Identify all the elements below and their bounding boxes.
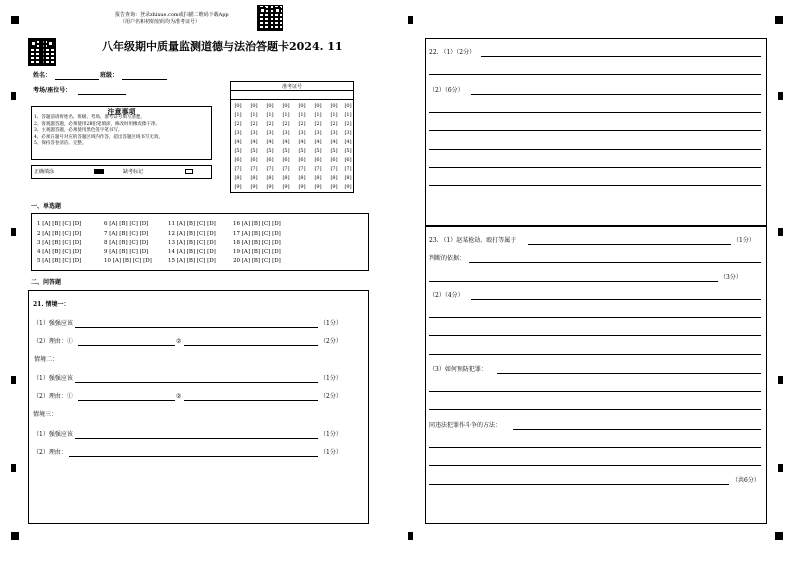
exam-id-bubble[interactable]: [3] (344, 130, 352, 136)
exam-id-bubble[interactable]: [0] (266, 103, 274, 109)
q22-part2-line[interactable] (471, 94, 761, 95)
q23-part4-line[interactable] (513, 429, 761, 430)
exam-id-bubble[interactable]: [3] (234, 130, 242, 136)
scene2-q1-label: （1）强强应该 (33, 375, 73, 382)
note-line: 4、必须在题号对应的答题区域内作答，超出答题区域书写无效。 (34, 134, 163, 140)
exam-id-bubble[interactable]: [4] (282, 139, 290, 145)
q22-part1-line[interactable] (481, 56, 761, 57)
q22-part2-line[interactable] (429, 149, 761, 150)
exam-id-bubble[interactable]: [7] (250, 166, 258, 172)
mcq-item[interactable]: 12 [A] [B] [C] [D] (168, 231, 216, 237)
exam-id-title: 准考证号 (281, 84, 302, 90)
exam-id-bubble[interactable]: [5] (330, 148, 338, 154)
exam-id-bubble[interactable]: [6] (266, 157, 274, 163)
exam-id-bubble[interactable]: [8] (282, 175, 290, 181)
exam-id-bubble[interactable]: [7] (266, 166, 274, 172)
exam-id-bubble[interactable]: [0] (234, 103, 242, 109)
exam-id-bubble[interactable]: [8] (330, 175, 338, 181)
mcq-item[interactable]: 10 [A] [B] [C] [D] (104, 258, 152, 264)
absent-mark-checkbox[interactable] (185, 169, 193, 174)
section2-title: 二、问答题 (31, 279, 62, 286)
exam-id-bubble[interactable]: [0] (344, 103, 352, 109)
exam-id-bubble[interactable]: [7] (314, 166, 322, 172)
exam-id-bubble[interactable]: [4] (266, 139, 274, 145)
exam-id-bubble[interactable]: [0] (282, 103, 290, 109)
exam-id-bubble[interactable]: [2] (266, 121, 274, 127)
timing-mark (408, 532, 413, 540)
corner-mark-bl (11, 532, 19, 540)
student-qr-code-icon (28, 38, 56, 66)
exam-id-bubble[interactable]: [9] (282, 184, 290, 190)
exam-id-bubble[interactable]: [9] (266, 184, 274, 190)
timing-mark (778, 92, 783, 100)
exam-id-write-row[interactable] (230, 99, 354, 100)
scene1-q2-label: （2）理由：① (33, 338, 73, 345)
q23-part3-line[interactable] (429, 391, 761, 392)
app-qr-code-icon (257, 5, 283, 31)
q23-part2-line[interactable] (429, 317, 761, 318)
exam-id-bubble[interactable]: [7] (298, 166, 306, 172)
timing-mark (778, 464, 783, 472)
q23-part2-line[interactable] (429, 335, 761, 336)
scene1-q1-score: （1分） (320, 320, 342, 327)
q22-box (425, 38, 767, 226)
mcq-item[interactable]: 4 [A] [B] [C] [D] (37, 249, 82, 255)
exam-id-bubble[interactable]: [1] (250, 112, 258, 118)
exam-id-bubble[interactable]: [4] (344, 139, 352, 145)
exam-id-bubble[interactable]: [1] (282, 112, 290, 118)
exam-id-bubble[interactable]: [4] (234, 139, 242, 145)
q22-part2-line[interactable] (429, 130, 761, 131)
exam-id-bubble[interactable]: [6] (298, 157, 306, 163)
exam-id-bubble[interactable]: [4] (330, 139, 338, 145)
q23-part2-line[interactable] (471, 299, 761, 300)
exam-id-bubble[interactable]: [3] (314, 130, 322, 136)
q22-part2-line[interactable] (429, 167, 761, 168)
q23-basis-label: 判断的依据： (429, 255, 466, 262)
exam-id-column (248, 102, 260, 192)
scene1-q2-answer-line-1[interactable] (78, 345, 175, 346)
scene2-q2-score: （2分） (320, 393, 342, 400)
correct-fill-sample (94, 169, 104, 174)
q22-part2-label: （2）（6分） (429, 87, 464, 94)
note-line: 2、客观题答题，必须使用2B铅笔填涂，修改时用橡皮擦干净。 (34, 121, 161, 127)
exam-id-bubble[interactable]: [8] (344, 175, 352, 181)
notes-title: 注意事项 (107, 107, 136, 116)
q23-part2-line[interactable] (429, 354, 761, 355)
scene3-q2-label: （2）理由： (33, 449, 67, 456)
timing-mark (11, 376, 16, 384)
mcq-item[interactable]: 13 [A] [B] [C] [D] (168, 240, 216, 246)
q23-part4-label: 同违法犯罪作斗争的方法： (429, 422, 502, 429)
scene3-q2-answer-line[interactable] (69, 456, 318, 457)
exam-id-bubble[interactable]: [1] (234, 112, 242, 118)
timing-mark (408, 16, 413, 24)
exam-id-bubble[interactable]: [8] (314, 175, 322, 181)
exam-id-bubble[interactable]: [5] (234, 148, 242, 154)
section1-title: 一、单选题 (31, 203, 62, 210)
absent-mark-label: 缺考标记 (123, 169, 144, 175)
exam-id-column (264, 102, 276, 192)
exam-id-bubble[interactable]: [2] (282, 121, 290, 127)
scene2-q2-answer-line-1[interactable] (78, 400, 175, 401)
exam-id-bubble[interactable]: [2] (234, 121, 242, 127)
exam-id-bubble[interactable]: [9] (344, 184, 352, 190)
exam-id-bubble[interactable]: [1] (330, 112, 338, 118)
app-info-line2: （用户名和初始密码均为准考证号） (120, 19, 201, 25)
mcq-item[interactable]: 14 [A] [B] [C] [D] (168, 249, 216, 255)
exam-id-bubble[interactable]: [0] (250, 103, 258, 109)
app-info-line1: 报告查询：登录zhixue.com或扫描二维码下载App (115, 12, 229, 18)
exam-id-bubble[interactable]: [1] (344, 112, 352, 118)
mcq-item[interactable]: 2 [A] [B] [C] [D] (37, 231, 82, 237)
exam-id-bubble[interactable]: [9] (298, 184, 306, 190)
name-label: 姓名： (33, 72, 52, 79)
mcq-item[interactable]: 5 [A] [B] [C] [D] (37, 258, 82, 264)
exam-id-bubble[interactable]: [5] (344, 148, 352, 154)
exam-id-bubble[interactable]: [3] (282, 130, 290, 136)
exam-id-bubble[interactable]: [9] (330, 184, 338, 190)
timing-mark (778, 228, 783, 236)
exam-id-column (232, 102, 244, 192)
q23-part3-line[interactable] (429, 409, 761, 410)
timing-mark (11, 92, 16, 100)
q23-part4-line[interactable] (429, 447, 761, 448)
exam-id-bubble[interactable]: [8] (266, 175, 274, 181)
exam-id-bubble[interactable]: [6] (344, 157, 352, 163)
scene1-q2-answer-line-2[interactable] (184, 345, 318, 346)
scene2-label: 情境二： (34, 356, 59, 363)
q23-part3-label: （3）如何预防犯罪： (429, 366, 487, 373)
exam-id-bubble[interactable]: [4] (314, 139, 322, 145)
exam-id-bubble[interactable]: [6] (330, 157, 338, 163)
scene3-q2-score: （1分） (320, 449, 342, 456)
mcq-item[interactable]: 3 [A] [B] [C] [D] (37, 240, 82, 246)
mcq-item[interactable]: 19 [A] [B] [C] [D] (233, 249, 281, 255)
scene1-q1-answer-line[interactable] (75, 327, 318, 328)
class-label: 班级： (100, 72, 119, 79)
exam-id-bubble[interactable]: [0] (314, 103, 322, 109)
mcq-item[interactable]: 7 [A] [B] [C] [D] (104, 231, 149, 237)
exam-id-bubble[interactable]: [0] (298, 103, 306, 109)
q23-basis-score: （3分） (720, 274, 742, 281)
exam-id-bubble[interactable]: [8] (234, 175, 242, 181)
scene1-q1-label: （1）强强应该 (33, 320, 73, 327)
q22-part1-label: 22. （1）（2分） (429, 49, 476, 56)
exam-id-title-divider (230, 90, 354, 91)
scene1-q2-score: （2分） (320, 338, 342, 345)
mcq-item[interactable]: 11 [A] [B] [C] [D] (168, 221, 216, 227)
exam-id-bubble[interactable]: [4] (298, 139, 306, 145)
note-line: 5、保持答卷清洁、完整。 (34, 141, 87, 146)
mcq-item[interactable]: 18 [A] [B] [C] [D] (233, 240, 281, 246)
exam-id-bubble[interactable]: [3] (250, 130, 258, 136)
scene2-q1-answer-line[interactable] (75, 382, 318, 383)
mcq-item[interactable]: 9 [A] [B] [C] [D] (104, 249, 149, 255)
q23-part3-line[interactable] (497, 373, 761, 374)
mcq-item[interactable]: 15 [A] [B] [C] [D] (168, 258, 216, 264)
exam-id-bubble[interactable]: [9] (234, 184, 242, 190)
timing-mark (11, 464, 16, 472)
mcq-item[interactable]: 17 [A] [B] [C] [D] (233, 231, 281, 237)
exam-id-bubble[interactable]: [5] (282, 148, 290, 154)
page-title: 八年级期中质量监测道德与法治答题卡2024. 11 (102, 40, 343, 53)
exam-id-bubble[interactable]: [1] (266, 112, 274, 118)
exam-id-bubble[interactable]: [7] (330, 166, 338, 172)
exam-id-bubble[interactable]: [1] (314, 112, 322, 118)
q23-part1-score: （1分） (733, 237, 755, 244)
exam-id-bubble[interactable]: [2] (298, 121, 306, 127)
exam-id-column (280, 102, 292, 192)
q23-total-score: （共6分） (732, 477, 760, 484)
mcq-item[interactable]: 8 [A] [B] [C] [D] (104, 240, 149, 246)
q23-part4-line[interactable] (429, 484, 729, 485)
exam-id-column (328, 102, 340, 192)
timing-mark (11, 228, 16, 236)
exam-id-bubble[interactable]: [2] (344, 121, 352, 127)
q21-box (28, 290, 369, 524)
exam-id-bubble[interactable]: [9] (314, 184, 322, 190)
q23-basis-line[interactable] (469, 262, 761, 263)
notes-list (34, 115, 163, 148)
q23-part2-label: （2）（4分） (429, 292, 464, 299)
exam-id-bubble[interactable]: [7] (344, 166, 352, 172)
exam-id-bubble[interactable]: [5] (298, 148, 306, 154)
exam-id-bubble[interactable]: [8] (298, 175, 306, 181)
mcq-item[interactable]: 20 [A] [B] [C] [D] (233, 258, 281, 264)
exam-id-column (296, 102, 308, 192)
exam-id-bubble[interactable]: [5] (266, 148, 274, 154)
correct-fill-label: 正确填涂 (34, 169, 55, 175)
q23-basis-line[interactable] (429, 281, 718, 282)
exam-id-bubble[interactable]: [8] (250, 175, 258, 181)
mcq-item[interactable]: 16 [A] [B] [C] [D] (233, 221, 281, 227)
exam-id-bubble[interactable]: [3] (298, 130, 306, 136)
exam-id-bubble[interactable]: [6] (282, 157, 290, 163)
mcq-item[interactable]: 1 [A] [B] [C] [D] (37, 221, 82, 227)
scene1-q2-mid-label: ② (176, 338, 182, 345)
scene2-q1-score: （1分） (320, 375, 342, 382)
exam-id-bubble[interactable]: [5] (250, 148, 258, 154)
exam-id-bubble[interactable]: [9] (250, 184, 258, 190)
corner-mark-tl (11, 16, 19, 24)
timing-mark (778, 376, 783, 384)
exam-id-bubble[interactable]: [5] (314, 148, 322, 154)
exam-id-bubble[interactable]: [1] (298, 112, 306, 118)
corner-mark-tr (775, 16, 783, 24)
scene3-q1-label: （1）强强应该 (33, 431, 73, 438)
q21-label: 21. 情境一： (33, 301, 70, 308)
note-line: 3、主观题答题，必须使用黑色签字笔书写。 (34, 128, 123, 133)
exam-id-bubble[interactable]: [6] (314, 157, 322, 163)
scene3-q1-score: （1分） (320, 431, 342, 438)
scene2-q2-label: （2）理由：① (33, 393, 73, 400)
seat-field[interactable] (78, 94, 126, 95)
exam-id-column (312, 102, 324, 192)
note-line: 1、答题前请将姓名、班级、考场、准考证号填写清楚。 (34, 115, 145, 120)
exam-id-bubble[interactable]: [2] (250, 121, 258, 127)
corner-mark-br (775, 532, 783, 540)
q23-box (425, 226, 767, 524)
scene2-q2-answer-line-2[interactable] (184, 400, 318, 401)
q23-part1-label: 23. （1）赵某抢劫、殴打等属于 (429, 237, 517, 244)
exam-id-bubble[interactable]: [7] (234, 166, 242, 172)
exam-id-bubble[interactable]: [7] (282, 166, 290, 172)
class-field[interactable] (122, 79, 167, 80)
exam-id-bubble[interactable]: [6] (250, 157, 258, 163)
q22-part2-line[interactable] (429, 112, 761, 113)
scene3-label: 情境三： (33, 411, 58, 418)
exam-id-bubble[interactable]: [2] (314, 121, 322, 127)
name-field[interactable] (55, 79, 99, 80)
scene2-q2-mid-label: ② (176, 393, 182, 400)
exam-id-bubble[interactable]: [6] (234, 157, 242, 163)
exam-id-bubble[interactable]: [4] (250, 139, 258, 145)
q22-part2-line[interactable] (429, 185, 761, 186)
q23-part4-line[interactable] (429, 465, 761, 466)
scene3-q1-answer-line[interactable] (75, 438, 318, 439)
exam-id-bubble[interactable]: [3] (330, 130, 338, 136)
exam-id-bubble[interactable]: [0] (330, 103, 338, 109)
exam-id-column (342, 102, 354, 192)
mcq-item[interactable]: 6 [A] [B] [C] [D] (104, 221, 149, 227)
exam-id-bubble[interactable]: [2] (330, 121, 338, 127)
exam-id-bubble[interactable]: [3] (266, 130, 274, 136)
q22-part1-line[interactable] (429, 74, 761, 75)
q23-part1-line[interactable] (528, 244, 731, 245)
seat-label: 考场/座位号： (33, 87, 72, 94)
